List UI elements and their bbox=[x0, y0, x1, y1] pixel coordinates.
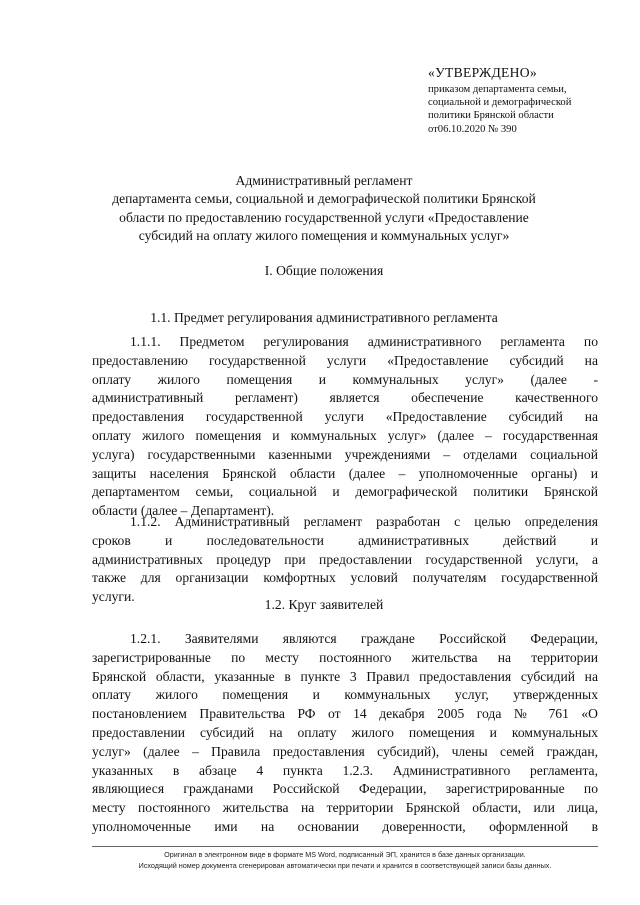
approval-line: политики Брянской области bbox=[428, 110, 554, 122]
paragraph-line: административных процедур при предоставлении государственной услуги, а bbox=[92, 551, 598, 567]
paragraph-line: области (далее – Департамент). bbox=[92, 503, 275, 519]
paragraph-1-1-2 bbox=[92, 513, 598, 607]
title-line: Административный регламент bbox=[235, 173, 413, 188]
approval-line: от06.10.2020 № 390 bbox=[428, 123, 517, 135]
paragraph-line: предоставлении субсидий на оплату жилого помещения и коммунальных bbox=[92, 724, 598, 740]
paragraph-line: оплату жилого помещения и коммунальных услуг» (далее – государственная bbox=[92, 427, 598, 443]
paragraph-line: 1.1.1. Предметом регулирования административного регламента по bbox=[130, 334, 598, 349]
subsection-heading-subject: 1.1. Предмет регулирования административного регламента bbox=[150, 310, 498, 325]
paragraph-line: защиты населения Брянской области (далее – уполномоченные органы) и bbox=[92, 465, 598, 481]
paragraph-line: постановлением Правительства РФ от 14 декабря 2005 года № 761 «О bbox=[92, 706, 598, 722]
approval-line: социальной и демографической bbox=[428, 97, 572, 109]
paragraph-line: указанных в абзаце 4 пункта 1.2.3. Административного регламента, bbox=[92, 762, 598, 778]
paragraph-line: предоставлению государственной услуги «Предоставление субсидий на bbox=[92, 352, 598, 368]
paragraph-line: 1.2.1. Заявителями являются граждане Российской Федерации, bbox=[130, 631, 598, 646]
paragraph-1-1-1 bbox=[92, 333, 598, 521]
paragraph-line: уполномоченные ими на основании доверенности, оформленной в bbox=[92, 818, 598, 834]
section-heading-general: I. Общие положения bbox=[264, 263, 384, 278]
paragraph-line: зарегистрированные по месту постоянного жительства на территории bbox=[92, 649, 598, 665]
title-line: департамента семьи, социальной и демографической политики Брянской bbox=[112, 191, 536, 207]
subsection-heading-applicants: 1.2. Круг заявителей bbox=[264, 597, 384, 612]
title-line: субсидий на оплату жилого помещения и коммунальных услуг» bbox=[138, 228, 510, 244]
paragraph-line: Брянской области, указанные в пункте 3 Правил предоставления субсидий на bbox=[92, 668, 598, 684]
paragraph-1-2-1 bbox=[92, 630, 598, 837]
footer-divider bbox=[92, 846, 598, 847]
paragraph-line: административный регламент) является обеспечение качественного bbox=[92, 390, 598, 406]
title-line: области по предоставлению государственной услуги «Предоставление bbox=[119, 209, 529, 225]
paragraph-line: услуга) государственными казенными учреждениями – отделами социальной bbox=[92, 446, 598, 462]
footer-note: Исходящий номер документа сгенерирован автоматически при печати и хранится в соответствующей записи базы данных. bbox=[138, 861, 552, 870]
document-title bbox=[96, 172, 552, 246]
paragraph-line: месту постоянного жительства на территории Брянской области, или лица, bbox=[92, 800, 598, 816]
paragraph-line: также для организации комфортных условий получателям государственной bbox=[92, 570, 598, 586]
paragraph-line: оплату жилого помещения и коммунальных услуг, утвержденных bbox=[92, 687, 598, 703]
paragraph-line: оплату жилого помещения и коммунальных услуг» (далее - bbox=[92, 371, 598, 387]
paragraph-line: департаментом семьи, социальной и демографической политики Брянской bbox=[92, 484, 598, 500]
paragraph-line: 1.1.2. Административный регламент разработан с целью определения bbox=[130, 514, 598, 529]
paragraph-line: услуг» (далее – Правила предоставления субсидий), члены семей граждан, bbox=[92, 743, 598, 759]
paragraph-line: являющиеся гражданами Российской Федерации, зарегистрированные по bbox=[92, 781, 598, 797]
footer-note: Оригинал в электронном виде в формате MS Word, подписанный ЭП, хранится в базе данных организации. bbox=[164, 850, 526, 859]
paragraph-line: предоставления государственной услуги «Предоставление субсидий на bbox=[92, 409, 598, 425]
paragraph-line: услуги. bbox=[92, 589, 135, 605]
approval-heading: «УТВЕРЖДЕНО» bbox=[428, 65, 537, 80]
approval-stamp bbox=[428, 64, 598, 136]
paragraph-line: сроков и последовательности административных действий и bbox=[92, 532, 598, 548]
approval-line: приказом департамента семьи, bbox=[428, 84, 567, 95]
